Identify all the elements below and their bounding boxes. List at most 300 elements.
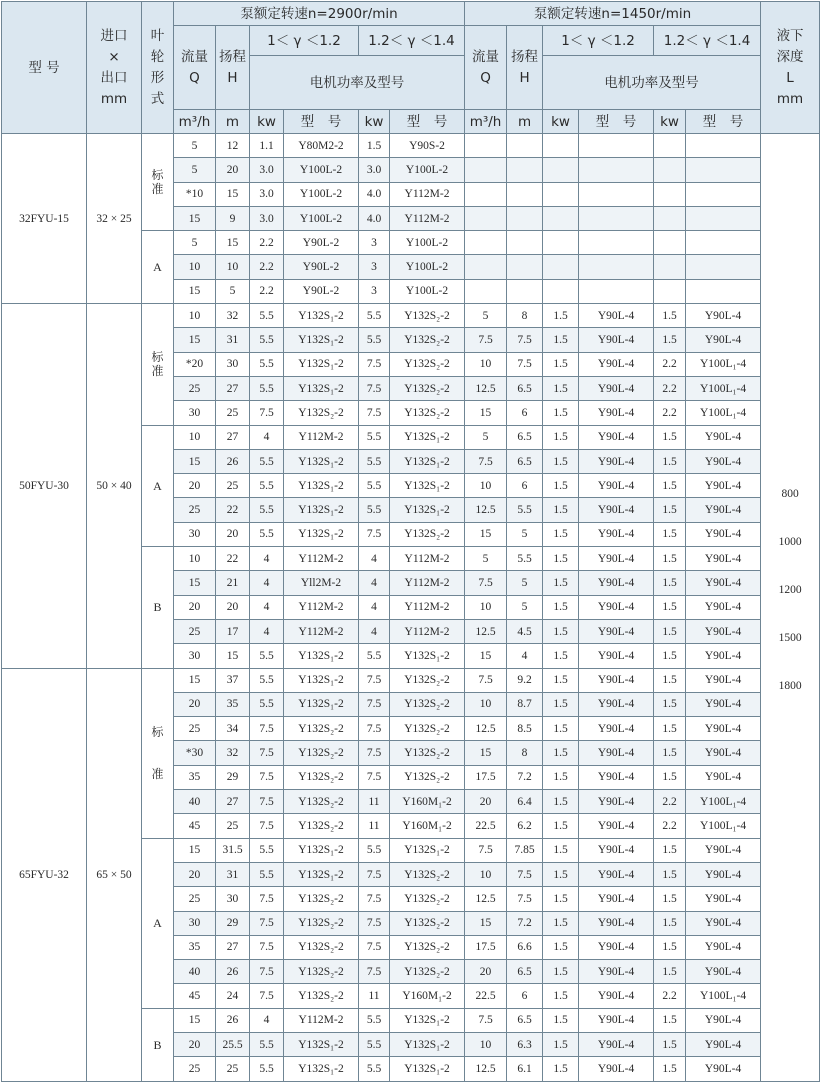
data-cell: Y132S₂-2	[284, 814, 359, 838]
data-cell: 1.5	[543, 838, 579, 862]
data-cell: 4.0	[359, 182, 390, 206]
data-cell: 31	[216, 862, 250, 886]
data-cell: Y90L-4	[579, 984, 654, 1008]
data-cell: 6.5	[507, 425, 543, 449]
data-cell	[543, 206, 579, 230]
data-cell: Y90L-4	[686, 425, 761, 449]
data-cell: 2.2	[250, 255, 284, 279]
data-cell: 1.5	[543, 376, 579, 400]
data-cell: 11	[359, 790, 390, 814]
data-cell: 1.5	[543, 1008, 579, 1032]
data-cell	[686, 255, 761, 279]
data-cell: 3.0	[250, 206, 284, 230]
data-cell: 7.5	[507, 862, 543, 886]
data-cell: 5	[174, 231, 216, 255]
data-cell: 5.5	[250, 474, 284, 498]
data-cell: 20	[174, 862, 216, 886]
data-cell: 1.5	[543, 1032, 579, 1056]
data-cell: Y90L-4	[579, 838, 654, 862]
data-cell: 25	[174, 619, 216, 643]
data-cell: 1.5	[543, 571, 579, 595]
data-cell: 10	[465, 1032, 507, 1056]
impeller-type-cell: B	[142, 1008, 174, 1081]
data-cell: Y100L-2	[390, 279, 465, 303]
data-cell: 15	[174, 206, 216, 230]
data-cell: Y132S₁-2	[284, 474, 359, 498]
header-motor-1450: 电机功率及型号	[543, 56, 761, 110]
data-cell: Y90L-4	[579, 498, 654, 522]
data-cell: 7.5	[250, 401, 284, 425]
data-cell: 5.5	[250, 862, 284, 886]
data-cell: 1.5	[654, 474, 686, 498]
data-cell: 5	[507, 595, 543, 619]
data-cell: 30	[174, 644, 216, 668]
data-cell: 35	[216, 692, 250, 716]
data-cell: 7.5	[359, 401, 390, 425]
data-cell: 7.5	[359, 741, 390, 765]
data-cell: 5.5	[250, 838, 284, 862]
model-cell: 32FYU-15	[2, 134, 87, 304]
data-cell: 5	[507, 571, 543, 595]
data-cell: Y90L-4	[579, 522, 654, 546]
data-cell: 1.5	[543, 911, 579, 935]
unit-kw-b-2900: kw	[359, 110, 390, 134]
data-cell: Y100L-2	[390, 231, 465, 255]
data-cell	[686, 158, 761, 182]
data-cell: Y100L-2	[284, 206, 359, 230]
data-cell	[465, 255, 507, 279]
data-cell: 26	[216, 449, 250, 473]
data-cell: Y100L-2	[390, 255, 465, 279]
data-cell	[579, 182, 654, 206]
data-cell: Y90L-4	[686, 911, 761, 935]
data-cell: 1.5	[654, 619, 686, 643]
data-cell: Y132S₁-2	[284, 668, 359, 692]
data-cell: Y132S₂-2	[390, 717, 465, 741]
data-cell: Y90L-4	[579, 717, 654, 741]
data-cell: 3.0	[250, 158, 284, 182]
data-cell: 7.5	[250, 790, 284, 814]
data-cell: 10	[465, 595, 507, 619]
data-cell: 30	[216, 352, 250, 376]
data-cell: 5	[216, 279, 250, 303]
data-cell: 10	[174, 255, 216, 279]
data-cell: 6.6	[507, 935, 543, 959]
data-cell: Y132S₁-2	[390, 498, 465, 522]
data-cell: 1.5	[543, 814, 579, 838]
data-cell: 7.5	[359, 862, 390, 886]
data-cell	[507, 231, 543, 255]
data-cell: 20	[216, 158, 250, 182]
data-cell	[543, 158, 579, 182]
data-cell: Y132S₂-2	[390, 522, 465, 546]
data-cell: 4	[250, 547, 284, 571]
data-cell: Y132S₁-2	[284, 304, 359, 328]
data-cell: 22	[216, 547, 250, 571]
data-cell: 6.2	[507, 814, 543, 838]
data-cell: 1.5	[543, 644, 579, 668]
data-cell: Y100L₁-4	[686, 790, 761, 814]
data-cell: 1.5	[543, 498, 579, 522]
data-cell: Y132S₁-2	[284, 522, 359, 546]
data-cell: 27	[216, 376, 250, 400]
data-cell: Y112M-2	[390, 547, 465, 571]
data-cell: Y132S₁-2	[284, 692, 359, 716]
data-cell: 7.5	[359, 522, 390, 546]
data-cell: 7.5	[250, 741, 284, 765]
header-range-a-1450: 1＜ γ ＜1.2	[543, 26, 654, 56]
data-cell: 35	[174, 765, 216, 789]
data-cell: 2.2	[654, 814, 686, 838]
data-cell: 25	[174, 1057, 216, 1081]
data-cell: 7.5	[465, 571, 507, 595]
data-cell: Y112M-2	[284, 425, 359, 449]
data-cell: Y100L₁-4	[686, 376, 761, 400]
data-cell: Y90L-4	[579, 352, 654, 376]
unit-head-1450: m	[507, 110, 543, 134]
data-cell: Y90L-4	[686, 741, 761, 765]
data-cell: 5.5	[359, 498, 390, 522]
data-cell: 2.2	[654, 376, 686, 400]
data-cell: Y90L-2	[284, 231, 359, 255]
data-cell: 4	[250, 1008, 284, 1032]
data-cell: 1.5	[654, 449, 686, 473]
data-cell: Y132S₂-2	[390, 692, 465, 716]
data-cell: Y90L-4	[686, 498, 761, 522]
data-cell: 10	[465, 352, 507, 376]
data-cell: Y132S₂-2	[390, 765, 465, 789]
data-cell	[654, 158, 686, 182]
data-cell: 12.5	[465, 1057, 507, 1081]
data-cell: 1.5	[543, 960, 579, 984]
data-cell: 6	[507, 984, 543, 1008]
data-cell: 29	[216, 765, 250, 789]
data-cell: 7.5	[359, 935, 390, 959]
data-cell: 1.5	[654, 1008, 686, 1032]
data-cell	[543, 182, 579, 206]
data-cell: 10	[174, 425, 216, 449]
data-cell: Y90L-4	[686, 717, 761, 741]
data-cell: 1.5	[654, 692, 686, 716]
data-cell: 4	[359, 619, 390, 643]
data-cell: 4	[507, 644, 543, 668]
data-cell: 30	[216, 887, 250, 911]
data-cell: Y90L-4	[686, 449, 761, 473]
data-cell: Y90L-4	[686, 935, 761, 959]
data-cell: 5.5	[359, 449, 390, 473]
data-cell: *30	[174, 741, 216, 765]
data-cell: 5	[465, 304, 507, 328]
data-cell: 21	[216, 571, 250, 595]
data-cell: Y90L-4	[686, 328, 761, 352]
data-cell: 20	[465, 790, 507, 814]
data-cell: 6.5	[507, 1008, 543, 1032]
data-cell: Y132S₂-2	[390, 960, 465, 984]
data-cell: 15	[465, 522, 507, 546]
data-cell: 25	[174, 376, 216, 400]
data-cell: Y132S₁-2	[284, 449, 359, 473]
port-size-cell: 65 × 50	[87, 668, 142, 1081]
data-cell: 5.5	[250, 668, 284, 692]
data-cell: Y112M-2	[390, 595, 465, 619]
data-cell: 27	[216, 790, 250, 814]
data-cell: 4	[250, 571, 284, 595]
header-motor-2900: 电机功率及型号	[250, 56, 465, 110]
data-cell: Y132S₂-2	[390, 935, 465, 959]
data-cell: 5.5	[359, 304, 390, 328]
data-cell: 1.5	[543, 401, 579, 425]
data-cell: 25	[174, 887, 216, 911]
data-cell: Y90L-4	[579, 401, 654, 425]
data-cell: Y90L-4	[579, 960, 654, 984]
data-cell	[543, 134, 579, 158]
data-cell: 37	[216, 668, 250, 692]
data-cell: 15	[174, 571, 216, 595]
data-cell: 1.5	[654, 595, 686, 619]
data-cell: 7.5	[250, 935, 284, 959]
data-cell: 1.5	[543, 887, 579, 911]
data-cell: 3	[359, 255, 390, 279]
data-cell: Y132S₂-2	[390, 376, 465, 400]
data-cell: 20	[174, 1032, 216, 1056]
data-cell: Y90L-4	[579, 668, 654, 692]
data-cell: 10	[174, 547, 216, 571]
data-cell: 17	[216, 619, 250, 643]
header-speed-2900: 泵额定转速n=2900r/min	[174, 2, 465, 26]
data-cell: 1.5	[654, 838, 686, 862]
data-cell: 6.3	[507, 1032, 543, 1056]
data-cell: Y90L-4	[579, 1008, 654, 1032]
data-cell: 1.5	[543, 1057, 579, 1081]
data-cell: Y90L-4	[579, 814, 654, 838]
data-cell: 40	[174, 960, 216, 984]
table-row	[2, 668, 820, 692]
data-cell: 4	[250, 425, 284, 449]
data-cell: Y132S₂-2	[284, 717, 359, 741]
data-cell: 1.5	[654, 960, 686, 984]
data-cell: 1.5	[654, 1032, 686, 1056]
data-cell: 7.2	[507, 765, 543, 789]
data-cell: 6	[507, 474, 543, 498]
data-cell: Y112M-2	[390, 571, 465, 595]
data-cell: 7.5	[465, 1008, 507, 1032]
depth-cell	[761, 134, 820, 1082]
data-cell: 8.7	[507, 692, 543, 716]
data-cell: 1.5	[543, 304, 579, 328]
data-cell: 7.5	[359, 717, 390, 741]
data-cell: 2.2	[250, 279, 284, 303]
data-cell: 7.5	[359, 668, 390, 692]
data-cell: Y132S₂-2	[284, 741, 359, 765]
data-cell	[686, 182, 761, 206]
data-cell: 7.5	[465, 449, 507, 473]
data-cell: Y90L-4	[686, 474, 761, 498]
data-cell: Y80M2-2	[284, 134, 359, 158]
data-cell: Y90L-4	[579, 619, 654, 643]
data-cell: Y90L-4	[579, 692, 654, 716]
data-cell: 6.5	[507, 449, 543, 473]
data-cell: 1.5	[654, 644, 686, 668]
data-cell: 1.5	[654, 547, 686, 571]
data-cell: 25	[216, 1057, 250, 1081]
data-cell: 7.5	[359, 352, 390, 376]
model-cell: 65FYU-32	[2, 668, 87, 1081]
data-cell: 45	[174, 814, 216, 838]
port-size-cell: 50 × 40	[87, 304, 142, 668]
data-cell: 1.5	[543, 741, 579, 765]
header-depth: 液下 深度 L mm	[761, 2, 820, 134]
data-cell	[507, 255, 543, 279]
data-cell: Y90L-4	[686, 595, 761, 619]
data-cell: 20	[174, 692, 216, 716]
data-cell: 1.5	[654, 741, 686, 765]
data-cell: 7.5	[507, 328, 543, 352]
header-range-b-2900: 1.2＜ γ ＜1.4	[359, 26, 465, 56]
data-cell: 4	[250, 595, 284, 619]
spec-sheet	[1, 1, 819, 1075]
data-cell: Y90L-4	[686, 838, 761, 862]
data-cell: 15	[174, 449, 216, 473]
data-cell	[654, 206, 686, 230]
data-cell: 4	[359, 595, 390, 619]
data-cell: 1.5	[654, 862, 686, 886]
data-cell: 2.2	[654, 790, 686, 814]
unit-flow-1450: m³/h	[465, 110, 507, 134]
data-cell: 6.5	[507, 960, 543, 984]
data-cell: 1.5	[543, 328, 579, 352]
data-cell: 6	[507, 401, 543, 425]
data-cell: Y132S₁-2	[390, 1008, 465, 1032]
data-cell: Y132S₁-2	[390, 449, 465, 473]
data-cell: Y112M-2	[390, 619, 465, 643]
data-cell: 40	[174, 790, 216, 814]
data-cell: Y90L-4	[579, 328, 654, 352]
data-cell: 12.5	[465, 376, 507, 400]
data-cell	[654, 279, 686, 303]
data-cell: 32	[216, 741, 250, 765]
data-cell: Y132S₂-2	[390, 862, 465, 886]
data-cell: 5.5	[359, 425, 390, 449]
depth-value: 1500	[778, 632, 802, 645]
data-cell: 17.5	[465, 765, 507, 789]
data-cell: Y132S₂-2	[284, 911, 359, 935]
data-cell: 1.5	[654, 571, 686, 595]
header-model: 型 号	[2, 2, 87, 134]
data-cell	[465, 182, 507, 206]
data-cell: Y90L-4	[686, 1057, 761, 1081]
data-cell	[507, 134, 543, 158]
data-cell: Y90L-4	[686, 571, 761, 595]
data-cell	[579, 255, 654, 279]
data-cell: Y132S₁-2	[284, 352, 359, 376]
data-cell	[654, 255, 686, 279]
data-cell: Y132S₁-2	[284, 1057, 359, 1081]
data-cell	[465, 279, 507, 303]
data-cell: Y90L-4	[686, 619, 761, 643]
data-cell: 7.5	[250, 960, 284, 984]
data-cell	[543, 231, 579, 255]
data-cell: Y132S₁-2	[390, 1032, 465, 1056]
data-cell: Y100L₁-4	[686, 352, 761, 376]
data-cell: 5.5	[359, 1057, 390, 1081]
data-cell: Y90L-4	[579, 644, 654, 668]
data-cell: 1.5	[543, 668, 579, 692]
data-cell: Y100L-2	[390, 158, 465, 182]
data-cell: 7.5	[250, 765, 284, 789]
data-cell: 10	[216, 255, 250, 279]
data-cell: 6.5	[507, 376, 543, 400]
table-row	[2, 304, 820, 328]
data-cell: 20	[216, 522, 250, 546]
data-cell: 5.5	[250, 304, 284, 328]
data-cell: 1.5	[543, 425, 579, 449]
data-cell: Y132S₂-2	[390, 911, 465, 935]
data-cell: 30	[174, 522, 216, 546]
data-cell: Y132S₁-2	[390, 425, 465, 449]
header-port: 进口 × 出口 mm	[87, 2, 142, 134]
data-cell: Y90L-4	[579, 765, 654, 789]
data-cell: Y90L-4	[579, 862, 654, 886]
data-cell: 1.5	[543, 352, 579, 376]
model-cell: 50FYU-30	[2, 304, 87, 668]
data-cell: 1.5	[654, 717, 686, 741]
data-cell: 5.5	[250, 328, 284, 352]
data-cell	[507, 206, 543, 230]
data-cell: 5.5	[250, 352, 284, 376]
data-cell: 12	[216, 134, 250, 158]
data-cell: 29	[216, 911, 250, 935]
data-cell: 1.5	[543, 692, 579, 716]
data-cell: 5.5	[250, 522, 284, 546]
data-cell: Y90L-4	[579, 741, 654, 765]
data-cell: Y112M-2	[284, 1008, 359, 1032]
impeller-type-cell: B	[142, 547, 174, 668]
data-cell: Y132S₁-2	[284, 644, 359, 668]
data-cell: 20	[174, 595, 216, 619]
header-flow-2900: 流量 Q	[174, 26, 216, 110]
data-cell: 31.5	[216, 838, 250, 862]
header-range-a-2900: 1＜ γ ＜1.2	[250, 26, 359, 56]
data-cell: Y90L-4	[686, 522, 761, 546]
data-cell: 6.4	[507, 790, 543, 814]
depth-value: 800	[781, 488, 799, 501]
data-cell: Y90L-4	[686, 1032, 761, 1056]
data-cell: Y132S₁-2	[284, 1032, 359, 1056]
data-cell: Y90L-4	[579, 304, 654, 328]
depth-value: 1800	[778, 680, 802, 693]
data-cell: Y90L-2	[284, 255, 359, 279]
data-cell: 5.5	[359, 644, 390, 668]
data-cell: 1.5	[543, 547, 579, 571]
data-cell: Y132S₁-2	[284, 376, 359, 400]
data-cell: 27	[216, 425, 250, 449]
impeller-type-cell: A	[142, 425, 174, 546]
data-cell: 5.5	[250, 692, 284, 716]
data-cell: 20	[216, 595, 250, 619]
data-cell: 8	[507, 304, 543, 328]
data-cell: 1.5	[654, 668, 686, 692]
data-cell: *20	[174, 352, 216, 376]
data-cell: 1.5	[543, 862, 579, 886]
data-cell: 7.5	[359, 765, 390, 789]
data-cell: 5.5	[359, 474, 390, 498]
depth-value: 1000	[778, 536, 802, 549]
data-cell: 10	[465, 474, 507, 498]
data-cell: 25	[216, 814, 250, 838]
data-cell: Y90L-4	[579, 449, 654, 473]
header-impeller: 叶 轮 形 式	[142, 2, 174, 134]
data-cell: 15	[174, 328, 216, 352]
